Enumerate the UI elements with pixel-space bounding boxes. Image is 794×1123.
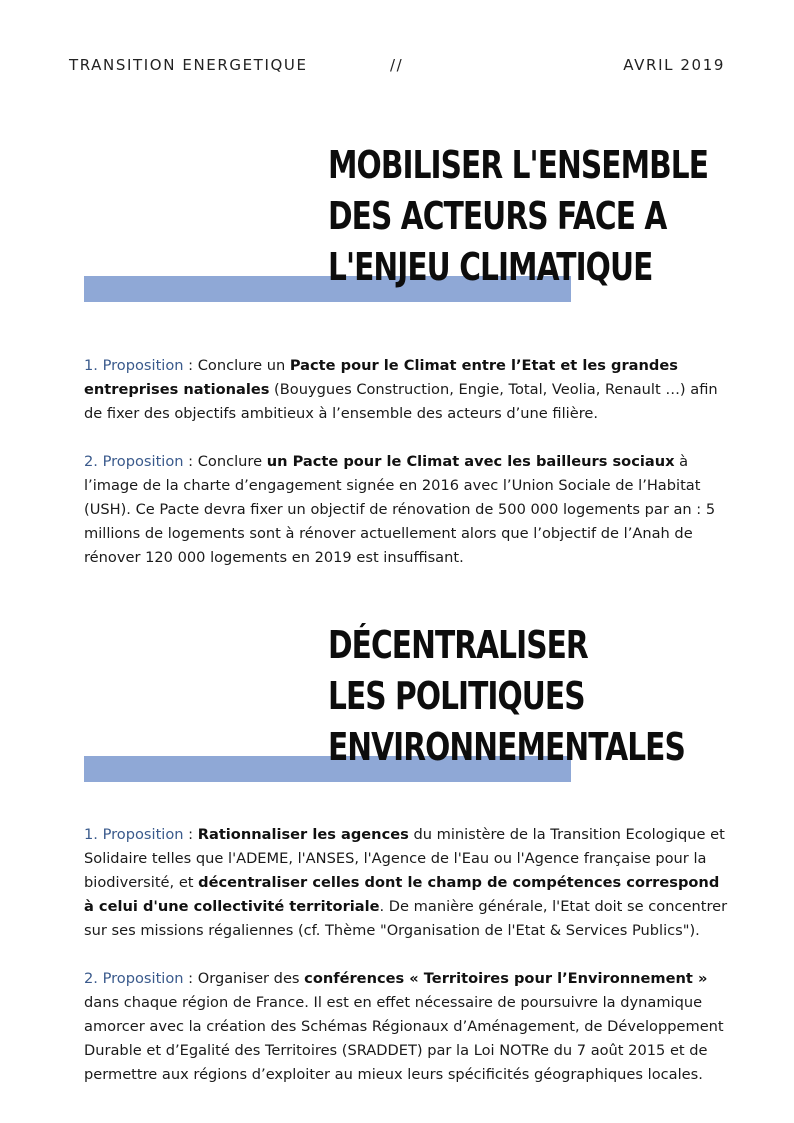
- section-1-title-line: DES ACTEURS FACE A: [328, 194, 667, 238]
- proposal-text: : Conclure un: [183, 357, 290, 374]
- proposal-text: dans chaque région de France. Il est en effet nécessaire de poursuivre la dynamique amorcer avec la création des Schémas Régionaux d’Aménagement, de Développement Durable et d’Egalité des Territoires (SRADDET) par la Loi NOTRe du 7 août 2015 et de permettre aux régions d’exploiter au mieux leurs spécificités géographiques locales.: [84, 994, 724, 1083]
- proposal-text: : Conclure: [183, 453, 267, 470]
- header-topic: TRANSITION ENERGETIQUE: [69, 56, 308, 74]
- section-1-proposal-1: [84, 354, 732, 426]
- section-2-proposal-1: [84, 823, 732, 943]
- proposal-bold-text: décentraliser celles dont le champ de compétences correspond à celui d'une collectivité territoriale: [84, 874, 720, 915]
- proposal-bold-text: conférences « Territoires pour l’Environnement »: [304, 970, 708, 987]
- proposal-text: :: [183, 826, 198, 843]
- section-2-title-line: LES POLITIQUES: [328, 674, 585, 718]
- proposal-label: 1. Proposition: [84, 826, 184, 843]
- proposal-bold-text: un Pacte pour le Climat avec les bailleurs sociaux: [266, 453, 675, 470]
- proposal-label: 1. Proposition: [84, 357, 184, 374]
- section-1-proposal-2: [84, 450, 732, 570]
- proposal-bold-text: Rationnaliser les agences: [197, 826, 409, 843]
- section-1-title-block: [84, 140, 744, 305]
- proposal-text: : Organiser des: [183, 970, 305, 987]
- section-2-title: [328, 620, 685, 773]
- header-date: AVRIL 2019: [623, 56, 725, 74]
- proposal-text: du ministère de la Transition Ecologique et Solidaire telles que l'ADEME, l'ANSES, l'Agence de l'Eau ou l'Agence française pour la biodiversité, et: [84, 826, 725, 891]
- proposal-text: (Bouygues Construction, Engie, Total, Veolia, Renault …) afin de fixer des objectifs ambitieux à l’ensemble des acteurs d’une filière.: [84, 381, 718, 422]
- section-1-title-line: MOBILISER L'ENSEMBLE: [328, 143, 709, 187]
- section-2-title-line: DÉCENTRALISER: [328, 623, 588, 667]
- section-2-proposal-2: [84, 967, 732, 1087]
- header-separator: //: [390, 56, 404, 74]
- proposal-label: 2. Proposition: [84, 970, 184, 987]
- proposal-text: à l’image de la charte d’engagement signée en 2016 avec l’Union Sociale de l’Habitat (USH). Ce Pacte devra fixer un objectif de rénovation de 500 000 logements par an : 5 millions de logements sont à rénover actuellement alors que l’objectif de l’Anah de rénover 120 000 logements en 2019 est insuffisant.: [84, 453, 716, 566]
- section-1-title: [328, 140, 708, 293]
- proposal-label: 2. Proposition: [84, 453, 184, 470]
- section-1-title-line: L'ENJEU CLIMATIQUE: [328, 245, 653, 289]
- proposal-bold-text: Pacte pour le Climat entre l’Etat et les grandes entreprises nationales: [84, 357, 678, 398]
- proposal-text: . De manière générale, l'Etat doit se concentrer sur ses missions régaliennes (cf. Thème "Organisation de l'Etat & Services Publics").: [84, 898, 728, 939]
- section-2-title-block: [84, 620, 744, 785]
- section-2-title-line: ENVIRONNEMENTALES: [328, 725, 685, 769]
